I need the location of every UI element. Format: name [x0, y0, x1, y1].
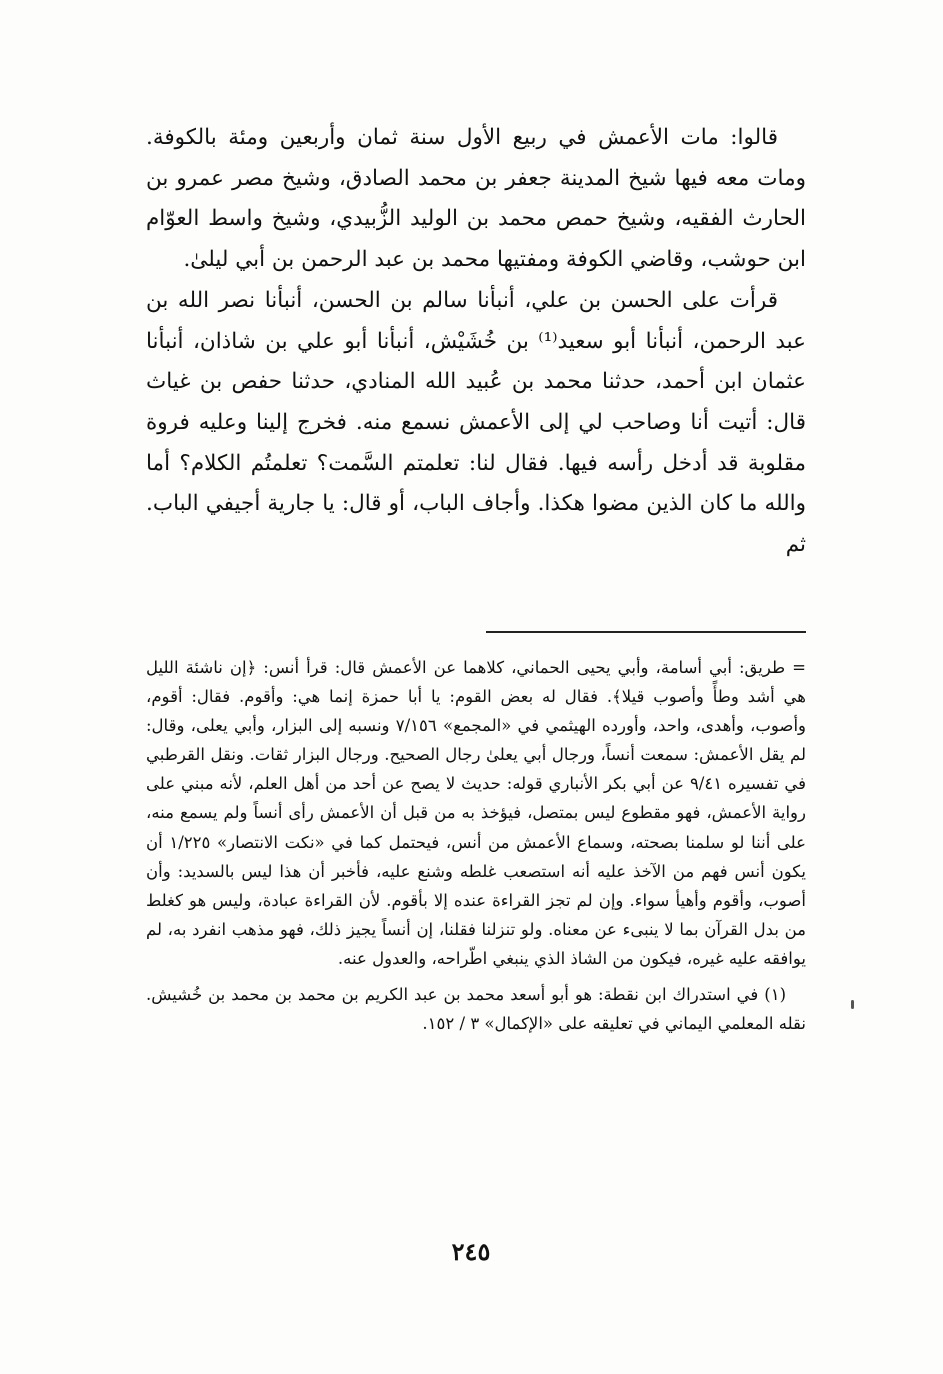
paragraph-2: قرأت على الحسن بن علي، أنبأنا سالم بن الحسن، أنبأنا نصر الله بن عبد الرحمن، أنبأنا أبو سعيد⁽¹⁾ بن خُشَيْش، أنبأنا أبو علي بن شاذان، أنبأنا عثمان ابن أحمد، حدثنا محمد بن عُبيد الله المنادي، حدثنا حفص بن غياث قال: أتيت أنا وصاحب لي إلى الأعمش نسمع منه. فخرج إلينا وعليه فروة مقلوبة قد أدخل رأسه فيها. فقال لنا: تعلمتم السَّمت؟ تعلمتُم الكلام؟ أما والله ما كان الذين مضوا هكذا. وأجاف الباب، أو قال: يا جارية أجيفي الباب. ثم [146, 287, 807, 558]
footnotes [146, 653, 806, 1038]
footnote-divider [486, 631, 806, 633]
scan-speck [851, 1000, 854, 1009]
footnote-continuation: = طريق: أبي أسامة، وأبي يحيى الحماني، كلاهما عن الأعمش قال: قرأ أنس: ﴿إن ناشئة الليل هي أشد وطأً وأصوب قيلا﴾. فقال له بعض القوم: يا أبا حمزة إنما هي: وأقوم. فقال: أقوم، وأصوب، وأهدى، واحد، وأورده الهيثمي في «المجمع» ٧/١٥٦ ونسبه إلى البزار، وأبي يعلى، وقال: لم يقل الأعمش: سمعت أنساً، ورجال أبي يعلىٰ رجال الصحيح. ورجال البزار ثقات. ونقل القرطبي في تفسيره ٩/٤١ عن أبي بكر الأنباري قوله: حديث لا يصح عن أحد من أهل العلم، لأنه مبني على رواية الأعمش، فهو مقطوع ليس بمتصل، فيؤخذ به من قبل أن الأعمش رأى أنساً ولم يسمع منه، على أننا لو سلمنا بصحته، وسماع الأعمش من أنس، فيحتمل كما في «نكت الانتصار» ١/٢٢٥ أن يكون أنس فهم من الآخذ عليه أنه استصعب غلطه وشنع عليه، فأخبر أن هذا ليس بالسديد: وأن أصوب، وأقوم وأهيأ سواء. وإن لم تجز القراءة عنده إلا بأقوم. لأن القراءة عبادة، وليس هو كغلط من بدل القرآن بما لا ينبىء عن معناه. ولو تنزلنا فقلنا، إن أنساً يجيز ذلك، فهو مذهب انفرد به، لم يوافقه عليه غيره، فيكون من الشاذ الذي ينبغي اطّراحه، والعدول عنه. [146, 658, 806, 968]
main-text [146, 118, 806, 566]
footnote-1: (١) في استدراك ابن نقطة: هو أبو أسعد محمد بن عبد الكريم بن محمد بن محمد بن خُشيش. نقله المعلمي اليماني في تعليقه على «الإكمال» ٣ / ١٥٢. [146, 985, 806, 1034]
paragraph-1: قالوا: مات الأعمش في ربيع الأول سنة ثمان وأربعين ومئة بالكوفة. ومات معه فيها شيخ المدينة جعفر بن محمد الصادق، وشيخ مصر عمرو بن الحارث الفقيه، وشيخ حمص محمد بن الوليد الزُّبيدي، وشيخ واسط العوّام ابن حوشب، وقاضي الكوفة ومفتيها محمد بن عبد الرحمن بن أبي ليلىٰ. [146, 125, 806, 273]
page-number: ٢٤٥ [451, 1237, 491, 1266]
